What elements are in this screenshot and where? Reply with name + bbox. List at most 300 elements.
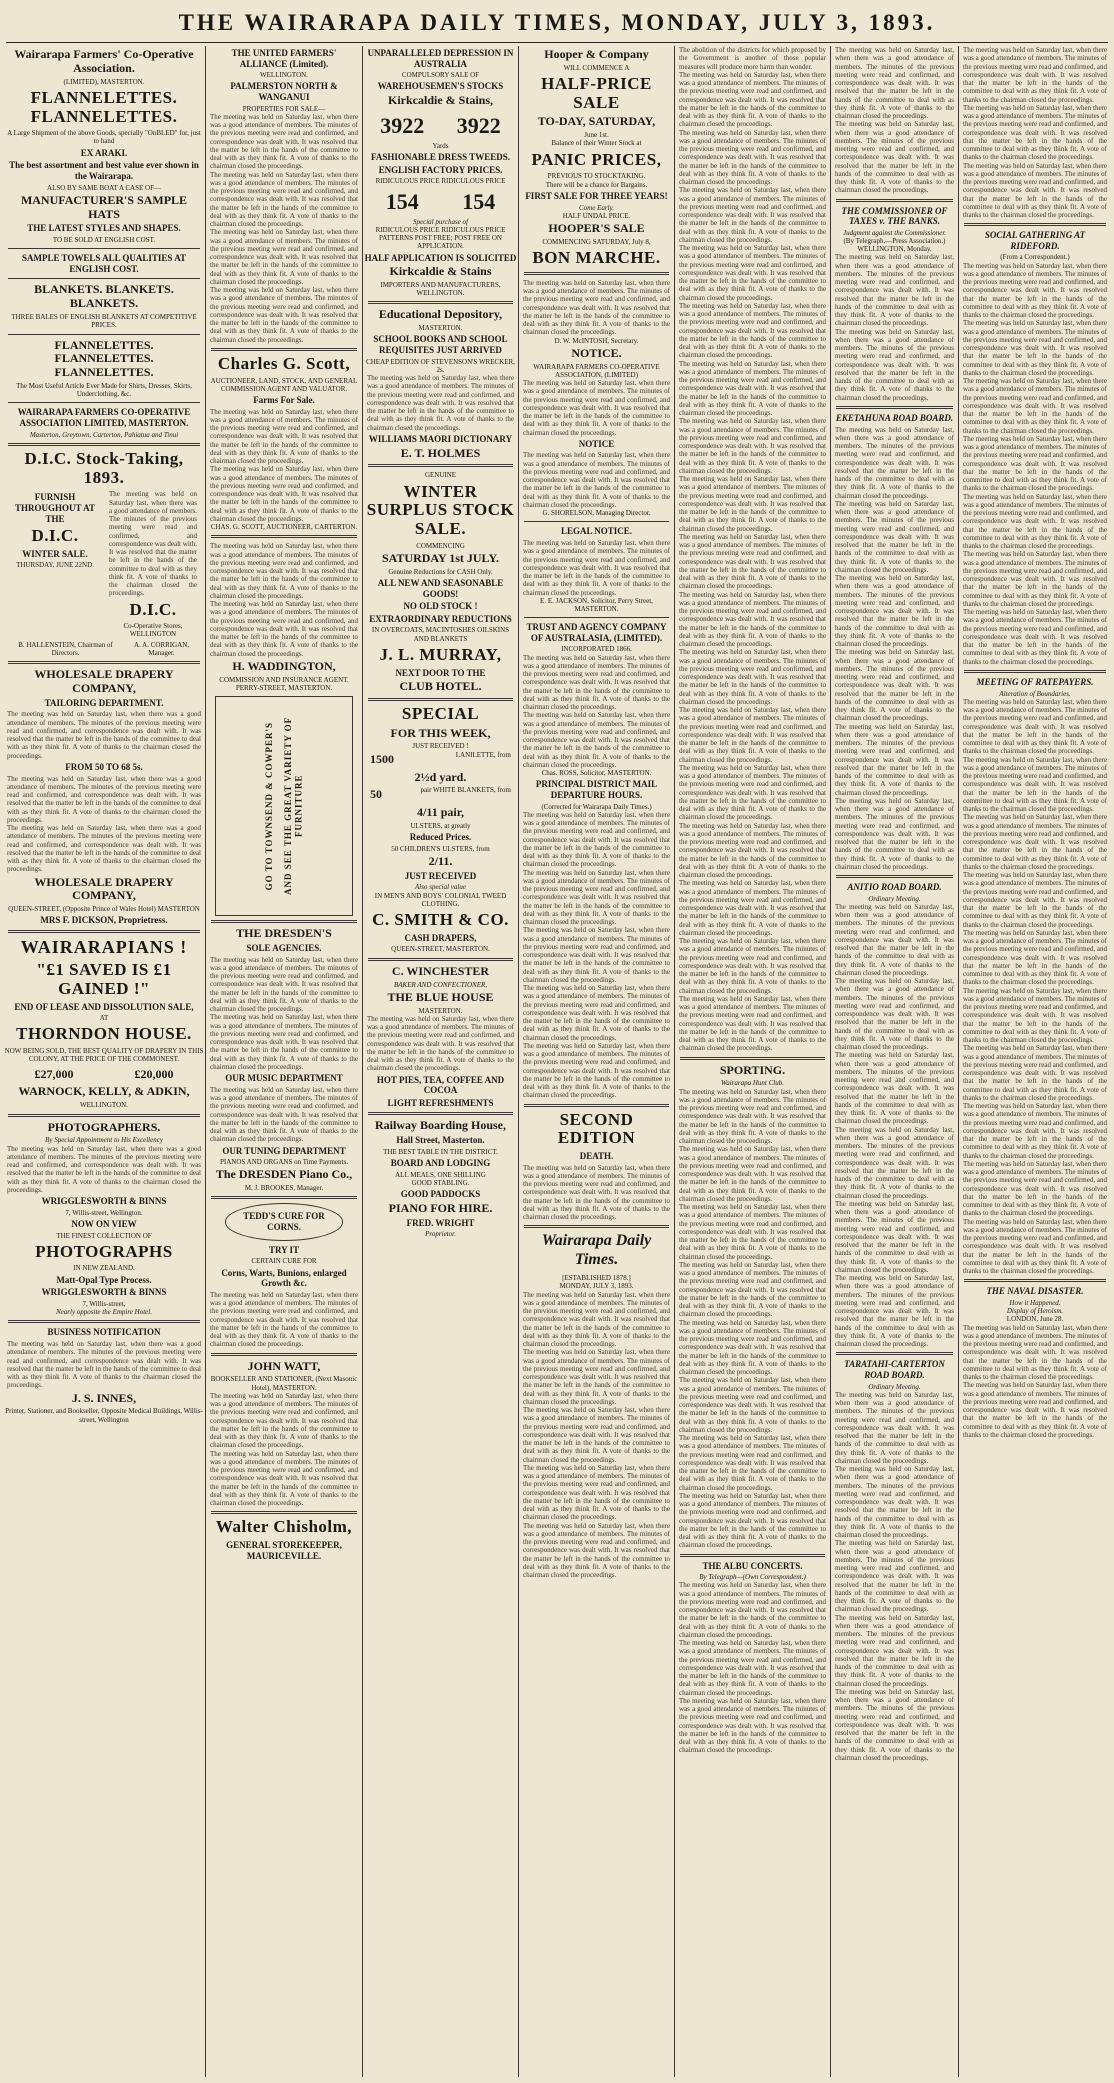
ad-heading: MANUFACTURER'S SAMPLE HATS [20,192,188,221]
ad-line: The Most Useful Article Ever Made for Shirts, Dresses, Skirts, Underclothing, &c. [16,381,192,399]
ad-signature: B. HALLENSTEIN, Chairman of Directors. [18,640,113,657]
chisholm-ad [207,1518,361,1561]
ad-heading: PHOTOGRAPHS [35,1241,173,1261]
masthead [0,0,1114,40]
ad-line: COMPULSORY SALE OF [401,71,480,80]
ad-title: UNPARALLELED DEPRESSION IN AUSTRALIA [367,48,514,69]
photographers-ad [4,1121,204,1317]
ad-title: WINTER SURPLUS STOCK SALE. [366,481,515,538]
ad-title: Wairarapa Farmers' Co-Operative Association. [14,47,194,75]
ad-line: CHEAP EDITION OF STEVENSON'S WRECKER, 2s. [366,357,515,374]
notice-title: NOTICE [578,438,615,449]
quantity-number: 1500 [370,751,394,766]
ad-line: ALL NEW AND SEASONABLE GOODS! [377,577,504,599]
ad-line: 50 CHILDREN'S ULSTERS, from [391,844,490,853]
murray-ad [364,471,517,694]
notice-title: PRINCIPAL DISTRICT MAIL DEPARTURE HOURS. [535,779,658,801]
editorial-body: The meeting was held on Saturday last, when there was a good attendance of members. The minutes of the previous meeting were read and confirmed, and correspondence was dealt with. It was resolved that the matter be left in the hands of the committee to deal with as they think fit. A vote of thanks to the chairman closed the proceedings. [523,1463,670,1522]
section-title: THE COMMISSIONER OF TAXES v. THE BANKS. [841,205,948,227]
townsend-cowper-ad [215,696,353,916]
article-body: The meeting was held on Saturday last, when there was a good attendance of members. The minutes of the previous meeting were read and confirmed, and correspondence was dealt with. It was resolved that the matter be left in the hands of the committee to deal with as they think fit. A vote of thanks to the chairman closed the proceedings. [679,937,826,995]
article-body: The meeting was held on Saturday last, when there was a good attendance of members. The minutes of the previous meeting were read and confirmed, and correspondence was dealt with. It was resolved that the matter be left in the hands of the committee to deal with as they think fit. A vote of thanks to the chairman closed the proceedings. [679,1318,826,1377]
ad-line: Masterton, Greytown, Carterton, Pahiatua and Tinui [29,430,179,439]
ad-heading: Kirkcaldie & Stains, [387,93,493,108]
article-body: The meeting was held on Saturday last, when there was a good attendance of members. The minutes of the previous meeting were read and confirmed, and correspondence was dealt with. It was resolved that the matter be left in the hands of the committee to deal with as they think fit. A vote of thanks to the chairman closed the proceedings. [679,648,826,706]
article-body: The meeting was held on Saturday last, when there was a good attendance of members. The minutes of the previous meeting were read and confirmed, and correspondence was dealt with. It was resolved that the matter be left in the hands of the committee to deal with as they think fit. A vote of thanks to the chairman closed the proceedings. [963,608,1107,666]
ad-line: THE LATEST STYLES AND SHAPES. [27,223,181,234]
notice-body: The meeting was held on Saturday last, when there was a good attendance of members. The minutes of the previous meeting were read and confirmed, and correspondence was dealt with. It was resolved that the matter be left in the hands of the committee to deal with as they think fit. A vote of thanks to the chairman closed the proceedings. [523,984,670,1042]
ad-line: NOW BEING SOLD, THE BEST QUALITY OF DRAPERY IN THIS COLONY, AT THE PRICE OF THE COMMONEST. [4,1047,204,1064]
article-body: The meeting was held on Saturday last, when there was a good attendance of members. The minutes of the previous meeting were read and confirmed, and correspondence was dealt with. It was resolved that the matter be left in the hands of the committee to deal with as they think fit. A vote of thanks to the chairman closed the proceedings. [679,590,826,648]
ad-subtitle: AUCTIONEER, LAND, STOCK, AND GENERAL COMMISSION AGENT AND VALUATOR. [210,376,358,393]
ad-heading: FASHIONABLE DRESS TWEEDS. [371,152,510,163]
ad-heading: WARNOCK, KELLY, & ADKIN, [18,1084,190,1099]
column-7 [960,46,1110,2079]
section-subtitle: Wairarapa Hunt Club. [721,1079,784,1088]
ad-body: The meeting was held on Saturday last, when there was a good attendance of members. The minutes of the previous meeting were read and confirmed, and correspondence was dealt with. It was resolved that the matter be left in the hands of the committee to deal with as they think fit. A vote of thanks to the chairman closed the proceedings. [210,1391,358,1450]
ad-subtitle: TAILORING DEPARTMENT. [44,697,164,708]
ad-line: THE BEST TABLE IN THE DISTRICT. [383,1147,498,1156]
hooper-ad [520,48,673,268]
ad-signature: FRED. WRIGHT [406,1217,475,1228]
quantity-number: 154 [385,188,419,214]
ad-heading: FOR THIS WEEK, [390,725,491,740]
price: 4/11 pair, [417,805,464,820]
watt-ad [207,1360,361,1508]
ad-body: The meeting was held on Saturday last, when there was a good attendance of members. The minutes of the previous meeting were read and confirmed, and correspondence was dealt with. It was resolved that the matter be left in the hands of the committee to deal with as they think fit. A vote of thanks to the chairman closed the proceedings. [367,374,514,432]
column-divider [362,46,363,2077]
ad-title: C. WINCHESTER [391,963,490,978]
ad-subtitle: COMMISSION AND INSURANCE AGENT. PERRY-STREET, MASTERTON. [219,675,349,693]
ad-line: Matt-Opal Type Process. [56,1274,152,1285]
ad-heading: Corns, Warts, Bunions, enlarged Growth &c. [221,1267,347,1289]
article-body: The meeting was held on Saturday last, when there was a good attendance of members. The minutes of the previous meeting were read and confirmed, and correspondence was dealt with. It was resolved that the matter be left in the hands of the committee to deal with as they think fit. A vote of thanks to the chairman closed the proceedings. [835,1274,954,1349]
ad-line: GOOD STABLING. [411,1178,470,1187]
smith-co-ad [364,705,517,954]
ad-heading: HOOPER'S SALE [548,221,645,236]
ad-line: QUEEN-STREET, MASTERTON. [391,945,490,954]
ad-heading: PIANO FOR HIRE. [388,1200,493,1215]
ad-heading: THORNDON HOUSE. [16,1024,192,1044]
ad-line: Printer, Stationer, and Bookseller, Opposite Medical Buildings, Willis-street, Wellington [5,1407,203,1424]
dresden-ad [207,927,361,1192]
notice-signature: E. E. JACKSON, Solicitor, Perry Street, MASTERTON. [540,596,653,614]
vertical-text: GO TO TOWNSEND & COWPER'S [264,722,275,891]
article-body: The meeting was held on Saturday last, when there was a good attendance of members. The minutes of the previous meeting were read and confirmed, and correspondence was dealt with. It was resolved that the matter be left in the hands of the committee to deal with as they think fit. A vote of thanks to the chairman closed the proceedings. [963,319,1107,377]
ad-line: THREE BALES OF ENGLISH BLANKETS AT COMPETITIVE PRICES. [11,313,197,330]
article-body: The meeting was held on Saturday last, when there was a good attendance of members. The minutes of the previous meeting were read and confirmed, and correspondence was dealt with. It was resolved that the matter be left in the hands of the committee to deal with as they think fit. A vote of thanks to the chairman closed the proceedings. [679,186,826,244]
ad-title: SPECIAL [401,703,480,723]
ad-line: ENGLISH FACTORY PRICES. [378,164,503,175]
ad-line: MASTERTON. [418,324,463,333]
ad-line: HALF UNDAL PRICE. [562,211,631,220]
ad-line: PATTERNS POST FREE; POST FREE ON APPLICATION. [379,234,502,251]
dateline: LONDON, June 28. [1006,1315,1064,1324]
ad-line: ULSTERS, at greatly [410,821,471,830]
notice-body: The meeting was held on Saturday last, when there was a good attendance of members. The minutes of the previous meeting were read and confirmed, and correspondence was dealt with. It was resolved that the matter be left in the hands of the committee to deal with as they think fit. A vote of thanks to the chairman closed the proceedings. [523,926,670,984]
section-subtitle: How it Happened. [1009,1298,1061,1307]
ad-heading: Farms For Sale. [253,395,315,406]
article-body: The meeting was held on Saturday last, when there was a good attendance of members. The minutes of the previous meeting were read and confirmed, and correspondence was dealt with. It was resolved that the matter be left in the hands of the committee to deal with as they think fit. A vote of thanks to the chairman closed the proceedings. [963,1217,1107,1276]
ad-line: BOARD AND LODGING [390,1158,491,1169]
ad-line: Genuine Reductions for CASH Only. [388,567,493,576]
article-body: The meeting was held on Saturday last, when there was a good attendance of members. The minutes of the previous meeting were read and confirmed, and correspondence was dealt with. It was resolved that the matter be left in the hands of the committee to deal with as they think fit. A vote of thanks to the chairman closed the proceedings. [835,1613,954,1688]
article-body: The meeting was held on Saturday last, when there was a good attendance of members. The minutes of the previous meeting were read and confirmed, and correspondence was dealt with. It was resolved that the matter be left in the hands of the committee to deal with as they think fit. A vote of thanks to the chairman closed the proceedings. [835,1199,954,1274]
section-subtitle: Display of Heroism. [1006,1307,1064,1316]
article-body: The meeting was held on Saturday last, when there was a good attendance of members. The minutes of the previous meeting were read and confirmed, and correspondence was dealt with. It was resolved that the matter be left in the hands of the committee to deal with as they think fit. A vote of thanks to the chairman closed the proceedings. [963,492,1107,551]
ad-signature: M. J. BROOKES, Manager. [244,1184,324,1193]
ad-line: THURSDAY, JUNE 22ND. [16,561,94,570]
section-title: SECOND EDITION [557,1109,636,1148]
ad-title: Hooper & Company [544,47,649,61]
article-body: The meeting was held on Saturday last, when there was a good attendance of members. The minutes of the previous meeting were read and confirmed, and correspondence was dealt with. It was resolved that the matter be left in the hands of the committee to deal with as they think fit. A vote of thanks to the chairman closed the proceedings. [835,722,954,797]
ad-heading: OUR MUSIC DEPARTMENT [225,1073,343,1084]
ad-line: NOW ON VIEW [71,1218,137,1229]
ad-signature: CHAS. G. SCOTT, AUCTIONEER, CARTERTON. [210,523,358,532]
article-body: The meeting was held on Saturday last, when there was a good attendance of members. The minutes of the previous meeting were read and confirmed, and correspondence was dealt with. It was resolved that the matter be left in the hands of the committee to deal with as they think fit. A vote of thanks to the chairman closed the proceedings. [963,434,1107,493]
ad-title: THE UNITED FARMERS' ALLIANCE (Limited). [231,48,337,69]
ad-line: GENUINE [424,471,457,480]
ad-line: pair WHITE BLANKETS, from [420,786,511,795]
section-title: THE ALBU CONCERTS. [702,1560,803,1571]
ad-line: NO OLD STOCK ! [403,601,478,612]
ad-line: Balance of their Winter Stock at [551,139,642,148]
ad-line: TRY IT [268,1244,300,1255]
ad-subtitle: GENERAL STOREKEEPER, MAURICEVILLE. [226,1539,342,1561]
article-body: The meeting was held on Saturday last, when there was a good attendance of members. The minutes of the previous meeting were read and confirmed, and correspondence was dealt with. It was resolved that the matter be left in the hands of the committee to deal with as they think fit. A vote of thanks to the chairman closed the proceedings. [679,1434,826,1492]
masthead-title: THE WAIRARAPA DAILY TIMES, MONDAY, JULY 3, 1893. [178,10,936,35]
ad-title: BUSINESS NOTIFICATION [47,1327,161,1338]
section-title: MEETING OF RATEPAYERS. [976,676,1094,687]
ad-heading: SCHOOL BOOKS AND SCHOOL REQUISITES JUST ARRIVED [373,334,508,356]
section-title: EKETAHUNA ROAD BOARD. [835,412,954,423]
section-subtitle: (From a Correspondent.) [1000,253,1070,262]
ad-heading: FLANNELETTES. FLANNELETTES. FLANNELETTES. [54,337,154,380]
article-body: The meeting was held on Saturday last, when there was a good attendance of members. The minutes of the previous meeting were read and confirmed, and correspondence was dealt with. It was resolved that the matter be left in the hands of the committee to deal with as they think fit. A vote of thanks to the chairman closed the proceedings. [963,103,1107,162]
ad-body: The meeting was held on Saturday last, when there was a good attendance of members. The minutes of the previous meeting were read and confirmed, and correspondence was dealt with. It was resolved that the matter be left in the hands of the committee to deal with as they think fit. A vote of thanks to the chairman closed the proceedings. [210,112,358,171]
ad-heading: The DRESDEN Piano Co., [215,1167,353,1182]
article-body: The meeting was held on Saturday last, when there was a good attendance of members. The minutes of the previous meeting were read and confirmed, and correspondence was dealt with. It was resolved that the matter be left in the hands of the committee to deal with as they think fit. A vote of thanks to the chairman closed the proceedings. [679,879,826,937]
ad-line: IMPORTERS AND MANUFACTURERS, WELLINGTON. [380,280,501,298]
ad-title: Educational Depository, [378,307,503,322]
yardage-number: 3922 [456,112,501,138]
article-body: The meeting was held on Saturday last, when there was a good attendance of members. The minutes of the previous meeting were read and confirmed, and correspondence was dealt with. It was resolved that the matter be left in the hands of the committee to deal with as they think fit. A vote of thanks to the chairman closed the proceedings. [835,1390,954,1465]
ad-subtitle: (LIMITED), MASTERTON. [63,77,145,86]
ad-title: WAIRARAPIANS ! [20,937,188,957]
article-body: The meeting was held on Saturday last, when there was a good attendance of members. The minutes of the previous meeting were read and confirmed, and correspondence was dealt with. It was resolved that the matter be left in the hands of the committee to deal with as they think fit. A vote of thanks to the chairman closed the proceedings. [679,417,826,475]
article-body: The meeting was held on Saturday last, when there was a good attendance of members. The minutes of the previous meeting were read and confirmed, and correspondence was dealt with. It was resolved that the matter be left in the hands of the committee to deal with as they think fit. A vote of thanks to the chairman closed the proceedings. [679,1087,826,1146]
railway-boarding-ad [364,1119,517,1238]
notice-body: The meeting was held on Saturday last, when there was a good attendance of members. The minutes of the previous meeting were read and confirmed, and correspondence was dealt with. It was resolved that the matter be left in the hands of the committee to deal with as they think fit. A vote of thanks to the chairman closed the proceedings. [523,539,670,597]
ad-signature: A. A. CORRIGAN, Manager. [134,640,190,657]
article-body: The meeting was held on Saturday last, when there was a good attendance of members. The minutes of the previous meeting were read and confirmed, and correspondence was dealt with. It was resolved that the matter be left in the hands of the committee to deal with as they think fit. A vote of thanks to the chairman closed the proceedings. [835,327,954,402]
ad-line: RIDICULOUS PRICE RIDICULOUS PRICE [375,177,506,186]
column-divider [674,46,675,2077]
ad-line: Reduced Prices. [409,832,472,843]
ad-heading: PANIC PRICES, [531,149,662,169]
newspaper-nameplate: Wairarapa Daily Times. [541,1232,652,1269]
column-4 [520,46,673,2079]
ad-line: LIGHT REFRESHMENTS [387,1097,494,1108]
article-body: The meeting was held on Saturday last, when there was a good attendance of members. The minutes of the previous meeting were read and confirmed, and correspondence was dealt with. It was resolved that the matter be left in the hands of the committee to deal with as they think fit. A vote of thanks to the chairman closed the proceedings. [835,902,954,977]
ad-ship: EX ARAKI. [80,147,128,158]
ad-body: The meeting was held on Saturday last, when there was a good attendance of members. The minutes of the previous meeting were read and confirmed, and correspondence was dealt with. It was resolved that the matter be left in the hands of the committee to deal with as they think fit. A vote of thanks to the chairman closed the proceedings. [210,1449,358,1508]
quantity-number: 154 [462,188,496,214]
ad-line: Proprietor. [425,1230,456,1239]
ad-line: AT [99,1014,109,1023]
article-body: The meeting was held on Saturday last, when there was a good attendance of members. The minutes of the previous meeting were read and confirmed, and correspondence was dealt with. It was resolved that the matter be left in the hands of the committee to deal with as they think fit. A vote of thanks to the chairman closed the proceedings. [963,1323,1107,1382]
notice-body: The meeting was held on Saturday last, when there was a good attendance of members. The minutes of the previous meeting were read and confirmed, and correspondence was dealt with. It was resolved that the matter be left in the hands of the committee to deal with as they think fit. A vote of thanks to the chairman closed the proceedings. [523,653,670,712]
ad-line: CERTAIN CURE FOR [251,1257,317,1266]
notices [520,279,673,1100]
ad-line: Nearly opposite the Empire Hotel. [56,1308,152,1317]
notice-body: The meeting was held on Saturday last, when there was a good attendance of members. The minutes of the previous meeting were read and confirmed, and correspondence was dealt with. It was resolved that the matter be left in the hands of the committee to deal with as they think fit. A vote of thanks to the chairman closed the proceedings. [523,451,670,509]
ad-title: Walter Chisholm, [215,1517,353,1537]
editorial-body: The meeting was held on Saturday last, when there was a good attendance of members. The minutes of the previous meeting were read and confirmed, and correspondence was dealt with. It was resolved that the matter be left in the hands of the committee to deal with as they think fit. A vote of thanks to the chairman closed the proceedings. [523,1290,670,1349]
notice-title: NOTICE. [571,345,622,360]
article-body: The meeting was held on Saturday last, when there was a good attendance of members. The minutes of the previous meeting were read and confirmed, and correspondence was dealt with. It was resolved that the matter be left in the hands of the committee to deal with as they think fit. A vote of thanks to the chairman closed the proceedings. [679,70,826,129]
article-body: The meeting was held on Saturday last, when there was a good attendance of members. The minutes of the previous meeting were read and confirmed, and correspondence was dealt with. It was resolved that the matter be left in the hands of the committee to deal with as they think fit. A vote of thanks to the chairman closed the proceedings. [679,475,826,533]
article-body: The meeting was held on Saturday last, when there was a good attendance of members. The minutes of the previous meeting were read and confirmed, and correspondence was dealt with. It was resolved that the matter be left in the hands of the committee to deal with as they think fit. A vote of thanks to the chairman closed the proceedings. [679,1376,826,1434]
waddington-ad [207,542,361,692]
article-body: The meeting was held on Saturday last, when there was a good attendance of members. The minutes of the previous meeting were read and confirmed, and correspondence was dealt with. It was resolved that the matter be left in the hands of the committee to deal with as they think fit. A vote of thanks to the chairman closed the proceedings. [963,813,1107,871]
ad-line: MASTERTON. [418,1006,463,1015]
ad-title: WHOLESALE DRAPERY COMPANY, [34,667,174,696]
ad-line: TO BE SOLD AT ENGLISH COST. [52,236,156,244]
article-body: The meeting was held on Saturday last, when there was a good attendance of members. The minutes of the previous meeting were read and confirmed, and correspondence was dealt with. It was resolved that the matter be left in the hands of the committee to deal with as they think fit. A vote of thanks to the chairman closed the proceedings. [963,986,1107,1045]
ad-line: ALL MEALS, ONE SHILLING [395,1170,486,1179]
column-6 [832,46,957,2079]
ad-heading: TO-DAY, SATURDAY, [537,114,656,129]
section-title: ANITIO ROAD BOARD. [847,882,942,893]
article-body: The meeting was held on Saturday last, when there was a good attendance of members. The minutes of the previous meeting were read and confirmed, and correspondence was dealt with. It was resolved that the matter be left in the hands of the committee to deal with as they think fit. A vote of thanks to the chairman closed the proceedings. [963,550,1107,608]
ad-line: WELLINGTON. [80,1101,128,1110]
notice-body: The meeting was held on Saturday last, when there was a good attendance of members. The minutes of the previous meeting were read and confirmed, and correspondence was dealt with. It was resolved that the matter be left in the hands of the committee to deal with as they think fit. A vote of thanks to the chairman closed the proceedings. [523,711,670,769]
ad-line: A Large Shipment of the above Goods, specially "OnBLED" for, just to hand [7,129,201,146]
ad-signature: E. T. HOLMES [400,445,481,460]
ad-line: PREVIOUS TO STOCKTAKING. [547,172,646,181]
column-divider [830,46,831,2077]
vertical-text: AND SEE THE GREAT VARIETY OF FURNITURE [282,717,304,896]
notice-subtitle: (Corrected for Wairarapa Daily Times.) [541,802,652,811]
ad-line: FURNISH THROUGHOUT AT THE [15,492,95,524]
article-body: The meeting was held on Saturday last, when there was a good attendance of members. The minutes of the previous meeting were read and confirmed, and correspondence was dealt with. It was resolved that the matter be left in the hands of the committee to deal with as they think fit. A vote of thanks to the chairman closed the proceedings. [679,1260,826,1319]
ad-line: There will be a chance for Bargains. [545,180,648,189]
article-body: The meeting was held on Saturday last, when there was a good attendance of members. The minutes of the previous meeting were read and confirmed, and correspondence was dealt with. It was resolved that the matter be left in the hands of the committee to deal with as they think fit. A vote of thanks to the chairman closed the proceedings. [963,161,1107,219]
ad-body: The meeting was held on Saturday last, when there was a good attendance of members. The minutes of the previous meeting were read and confirmed, and correspondence was dealt with. It was resolved that the matter be left in the hands of the committee to deal with as they think fit. A vote of thanks to the chairman closed the proceedings. [210,170,358,229]
article-body: The meeting was held on Saturday last, when there was a good attendance of members. The minutes of the previous meeting were read and confirmed, and correspondence was dealt with. It was resolved that the matter be left in the hands of the committee to deal with as they think fit. A vote of thanks to the chairman closed the proceedings. [835,977,954,1052]
section-subtitle: DEATH. [579,1151,614,1162]
ad-line: LANILETTE, from [455,750,511,759]
editorial-body: The meeting was held on Saturday last, when there was a good attendance of members. The minutes of the previous meeting were read and confirmed, and correspondence was dealt with. It was resolved that the matter be left in the hands of the committee to deal with as they think fit. A vote of thanks to the chairman closed the proceedings. [523,1521,670,1580]
article-body: The meeting was held on Saturday last, when there was a good attendance of members. The minutes of the previous meeting were read and confirmed, and correspondence was dealt with. It was resolved that the matter be left in the hands of the committee to deal with as they think fit. A vote of thanks to the chairman closed the proceedings. [679,763,826,822]
article-body: The meeting was held on Saturday last, when there was a good attendance of members. The minutes of the previous meeting were read and confirmed, and correspondence was dealt with. It was resolved that the matter be left in the hands of the committee to deal with as they think fit. A vote of thanks to the chairman closed the proceedings. [679,359,826,417]
ad-line: FIRST SALE FOR THREE YEARS! [525,190,668,201]
masthead-rule [6,42,1108,43]
article-body: The meeting was held on Saturday last, when there was a good attendance of members. The minutes of the previous meeting were read and confirmed, and correspondence was dealt with. It was resolved that the matter be left in the hands of the committee to deal with as they think fit. A vote of thanks to the chairman closed the proceedings. [679,532,826,591]
winchester-ad [364,965,517,1109]
price: 2½d yard. [414,769,467,784]
ad-title: THE DRESDEN'S [236,926,332,941]
ad-body: The meeting was held on Saturday last, when there was a good attendance of members. The minutes of the previous meeting were read and confirmed, and correspondence was dealt with. It was resolved that the matter be left in the hands of the committee to deal with as they think fit. A vote of thanks to the chairman closed the proceedings. [210,286,358,344]
ad-title: PHOTOGRAPHERS. [47,1119,161,1134]
column-3 [364,46,517,2079]
ad-line: Also special value [415,883,466,892]
article-body: The meeting was held on Saturday last, when there was a good attendance of members. The minutes of the previous meeting were read and confirmed, and correspondence was dealt with. It was resolved that the matter be left in the hands of the committee to deal with as they think fit. A vote of thanks to the chairman closed the proceedings. [835,648,954,723]
ad-heading: D.I.C. [31,526,79,546]
article-body: The meeting was held on Saturday last, when there was a good attendance of members. The minutes of the previous meeting were read and confirmed, and correspondence was dealt with. It was resolved that the matter be left in the hands of the committee to deal with as they think fit. A vote of thanks to the chairman closed the proceedings. [963,1044,1107,1102]
notice-signature: Chas. ROSS, Solicitor, MASTERTON. [541,769,652,778]
ad-line: THE FINEST COLLECTION OF [56,1231,152,1240]
column-2 [207,46,361,2079]
thorndon-house-ad [4,937,204,1110]
ad-body: The meeting was held on Saturday last, when there was a good attendance of members. The minutes of the previous meeting were read and confirmed, and correspondence was dealt with. It was resolved that the matter be left in the hands of the committee to deal with as they think fit. A vote of thanks to the chairman closed the proceedings. [210,407,358,466]
article-body: The meeting was held on Saturday last, when there was a good attendance of members. The minutes of the previous meeting were read and confirmed, and correspondence was dealt with. It was resolved that the matter be left in the hands of the committee to deal with as they think fit. A vote of thanks to the chairman closed the proceedings. [679,821,826,879]
article-body: The meeting was held on Saturday last, when there was a good attendance of members. The minutes of the previous meeting were read and confirmed, and correspondence was dealt with. It was resolved that the matter be left in the hands of the committee to deal with as they think fit. A vote of thanks to the chairman closed the proceedings. [963,261,1107,320]
price: 2/11. [428,854,453,868]
ad-line: PROPERTIES FOR SALE— [242,104,326,113]
ad-line: HALF APPLICATION IS SOLICITED [364,252,517,263]
article-body: The meeting was held on Saturday last, when there was a good attendance of members. The minutes of the previous meeting were read and confirmed, and correspondence was dealt with. It was resolved that the matter be left in the hands of the committee to deal with as they think fit. A vote of thanks to the chairman closed the proceedings. [963,1381,1107,1439]
ad-title: JOHN WATT, [247,1358,321,1373]
ad-body: The meeting was held on Saturday last, when there was a good attendance of members. The minutes of the previous meeting were read and confirmed, and correspondence was dealt with. It was resolved that the matter be left in the hands of the committee to deal with as they think fit. A vote of thanks to the chairman closed the proceedings. [210,600,358,658]
notice-title: TRUST AND AGENCY COMPANY OF AUSTRALASIA, (LIMITED). [526,622,667,643]
editorial-body: The meeting was held on Saturday last, when there was a good attendance of members. The minutes of the previous meeting were read and confirmed, and correspondence was dealt with. It was resolved that the matter be left in the hands of the committee to deal with as they think fit. A vote of thanks to the chairman closed the proceedings. [523,1348,670,1406]
ad-line: By Special Appointment to His Excellency [45,1136,163,1145]
article-body: The meeting was held on Saturday last, when there was a good attendance of members. The minutes of the previous meeting were read and confirmed, and correspondence was dealt with. It was resolved that the matter be left in the hands of the committee to deal with as they think fit. A vote of thanks to the chairman closed the proceedings. [679,1696,826,1755]
ad-line: WAIRARAPA FARMERS CO-OPERATIVE ASSOCIATION LIMITED, MASTERTON. [17,407,191,429]
article-body: The meeting was held on Saturday last, when there was a good attendance of members. The minutes of the previous meeting were read and confirmed, and correspondence was dealt with. It was resolved that the matter be left in the hands of the committee to deal with as they think fit. A vote of thanks to the chairman closed the proceedings. [963,1102,1107,1160]
ad-line: COMMENCING SATURDAY, July 8, [542,237,651,246]
ad-line: The best assortment and best value ever shown in the Wairarapa. [9,160,199,181]
farmers-alliance-ad [207,48,361,344]
article-body: The meeting was held on Saturday last, when there was a good attendance of members. The minutes of the previous meeting were read and confirmed, and correspondence was dealt with. It was resolved that the matter be left in the hands of the committee to deal with as they think fit. A vote of thanks to the chairman closed the proceedings. [835,1465,954,1540]
ad-heading: THE BLUE HOUSE [387,989,494,1004]
section-subtitle: Judgment against the Commissioner. [842,228,947,237]
notice-signature: G. SHORELSON, Managing Director. [542,509,651,518]
ad-body: The meeting was held on Saturday last, when there was a good attendance of members. The minutes of the previous meeting were read and confirmed, and correspondence was dealt with. It was resolved that the matter be left in the hands of the committee to deal with as they think fit. A vote of thanks to the chairman closed the proceedings. [210,228,358,286]
ad-line: JUST RECEIVED ! [412,742,469,751]
ticket-oval [225,1203,343,1240]
column-divider [518,46,519,2077]
notice-body: The meeting was held on Saturday last, when there was a good attendance of members. The minutes of the previous meeting were read and confirmed, and correspondence was dealt with. It was resolved that the matter be left in the hands of the committee to deal with as they think fit. A vote of thanks to the chairman closed the proceedings. [523,1041,670,1100]
ad-body: The meeting was held on Saturday last, when there was a good attendance of members. The minutes of the previous meeting were read and confirmed, and correspondence was dealt with. It was resolved that the matter be left in the hands of the committee to deal with as they think fit. A vote of thanks to the chairman closed the proceedings. [210,1290,358,1349]
article-body: The abolition of the districts for which proposed by the Government is another of those popular measures will produce more harm than wonder. [679,46,826,71]
article-body: The meeting was held on Saturday last, when there was a good attendance of members. The minutes of the previous meeting were read and confirmed, and correspondence was dealt with. It was resolved that the matter be left in the hands of the committee to deal with as they think fit. A vote of thanks to the chairman closed the proceedings. [835,120,954,195]
article-body: The meeting was held on Saturday last, when there was a good attendance of members. The minutes of the previous meeting were read and confirmed, and correspondence was dealt with. It was resolved that the matter be left in the hands of the committee to deal with as they think fit. A vote of thanks to the chairman closed the proceedings. [679,994,826,1053]
ad-signature: MRS F. DICKSON, Proprietress. [40,915,168,926]
ad-line: Co-Operative Stores, WELLINGTON [123,622,183,639]
article-body: The meeting was held on Saturday last, when there was a good attendance of members. The minutes of the previous meeting were read and confirmed, and correspondence was dealt with. It was resolved that the matter be left in the hands of the committee to deal with as they think fit. A vote of thanks to the chairman closed the proceedings. [679,1145,826,1203]
ad-body: The meeting was held on Saturday last, when there was a good attendance of members. The minutes of the previous meeting were read and confirmed, and correspondence was dealt with. It was resolved that the matter be left in the hands of the committee to deal with as they think fit. A vote of thanks to the chairman closed the proceedings. [7,1340,201,1390]
corn-cure-ad [207,1203,361,1348]
article-body: The meeting was held on Saturday last, when there was a good attendance of members. The minutes of the previous meeting were read and confirmed, and correspondence was dealt with. It was resolved that the matter be left in the hands of the committee to deal with as they think fit. A vote of thanks to the chairman closed the proceedings. [835,1051,954,1126]
ad-line: END OF LEASE AND DISSOLUTION SALE, [14,1001,194,1012]
article-body: The meeting was held on Saturday last, when there was a good attendance of members. The minutes of the previous meeting were read and confirmed, and correspondence was dealt with. It was resolved that the matter be left in the hands of the committee to deal with as they think fit. A vote of thanks to the chairman closed the proceedings. [679,1203,826,1261]
article-body: The meeting was held on Saturday last, when there was a good attendance of members. The minutes of the previous meeting were read and confirmed, and correspondence was dealt with. It was resolved that the matter be left in the hands of the committee to deal with as they think fit. A vote of thanks to the chairman closed the proceedings. [679,244,826,302]
article-body: The meeting was held on Saturday last, when there was a good attendance of members. The minutes of the previous meeting were read and confirmed, and correspondence was dealt with. It was resolved that the matter be left in the hands of the committee to deal with as they think fit. A vote of thanks to the chairman closed the proceedings. [835,1539,954,1614]
section-title: SPORTING. [719,1062,786,1077]
section-subtitle: Ordinary Meeting. [868,1382,921,1391]
ad-line: WELLINGTON. [260,71,308,80]
ad-heading: "£1 SAVED IS £1 GAINED !" [36,960,172,998]
notice-subtitle: INCORPORATED 1866. [561,645,632,654]
article-body: The meeting was held on Saturday last, when there was a good attendance of members. The minutes of the previous meeting were read and confirmed, and correspondence was dealt with. It was resolved that the matter be left in the hands of the committee to deal with as they think fit. A vote of thanks to the chairman closed the proceedings. [835,1687,954,1762]
section-title: THE NAVAL DISASTER. [986,1286,1084,1297]
ad-line: GOOD PADDOCKS [400,1189,481,1200]
ad-body: The meeting was held on Saturday last, when there was a good attendance of members. The minutes of the previous meeting were read and confirmed, and correspondence was dealt with. It was resolved that the matter be left in the hands of the committee to deal with as they think fit. A vote of thanks to the chairman closed the proceedings. [7,774,201,824]
ad-body: The meeting was held on Saturday last, when there was a good attendance of members. The minutes of the previous meeting were read and confirmed, and correspondence was dealt with. It was resolved that the matter be left in the hands of the committee to deal with as they think fit. A vote of thanks to the chairman closed the proceedings. [7,710,201,760]
ad-heading: Kirkcaldie & Stains [389,264,492,279]
notice-body: The meeting was held on Saturday last, when there was a good attendance of members. The minutes of the previous meeting were read and confirmed, and correspondence was dealt with. It was resolved that the matter be left in the hands of the committee to deal with as they think fit. A vote of thanks to the chairman closed the proceedings. [523,278,670,337]
notice-body: The meeting was held on Saturday last, when there was a good attendance of members. The minutes of the previous meeting were read and confirmed, and correspondence was dealt with. It was resolved that the matter be left in the hands of the committee to deal with as they think fit. A vote of thanks to the chairman closed the proceedings. [523,868,670,927]
ad-line: ALSO BY SAME BOAT A CASE OF— [47,183,161,192]
ad-subtitle: BOOKSELLER AND STATIONER, (Next Masonic Hotel), MASTERTON. [210,1375,358,1392]
ad-line: 7, Willis-street, Wellington. [65,1208,143,1217]
article-body: The meeting was held on Saturday last, when there was a good attendance of members. The minutes of the previous meeting were read and confirmed, and correspondence was dealt with. It was resolved that the matter be left in the hands of the committee to deal with as they think fit. A vote of thanks to the chairman closed the proceedings. [679,1639,826,1697]
ad-line: NEXT DOOR TO THE [395,667,486,678]
quantity-number: 50 [370,787,382,802]
ad-subtitle: BAKER AND CONFECTIONER, [393,980,487,989]
educational-depository-ad [364,308,517,460]
article-body: The meeting was held on Saturday last, when there was a good attendance of members. The minutes of the previous meeting were read and confirmed, and correspondence was dealt with. It was resolved that the matter be left in the hands of the committee to deal with as they think fit. A vote of thanks to the chairman closed the proceedings. [679,1581,826,1639]
ad-heading: WRIGGLESWORTH & BINNS [41,1196,167,1207]
ad-title: D.I.C. Stock-Taking, 1893. [24,448,184,487]
ad-title: H. WADDINGTON, [232,658,336,673]
column-5 [676,46,829,2079]
sale-amount: £27,000 [34,1066,74,1081]
dic-ad [4,450,204,657]
sale-amount: £20,000 [134,1066,174,1081]
article-body: The meeting was held on Saturday last, when there was a good attendance of members. The minutes of the previous meeting were read and confirmed, and correspondence was dealt with. It was resolved that the matter be left in the hands of the committee to deal with as they think fit. A vote of thanks to the chairman closed the proceedings. [963,928,1107,987]
ticket-text: TEDD'S CURE FOR CORNS. [243,1211,325,1233]
article-body: The meeting was held on Saturday last, when there was a good attendance of members. The minutes of the previous meeting were read and confirmed, and correspondence was dealt with. It was resolved that the matter be left in the hands of the committee to deal with as they think fit. A vote of thanks to the chairman closed the proceedings. [679,301,826,360]
ad-line: PIANOS AND ORGANS on Time Payments. [220,1158,348,1167]
dateline: (By Telegraph.—Press Association.) [843,236,946,245]
ad-line: COMMENCING [416,541,465,550]
ad-title: Railway Boarding House, [374,1118,506,1133]
article-body: The meeting was held on Saturday last, when there was a good attendance of members. The minutes of the previous meeting were read and confirmed, and correspondence was dealt with. It was resolved that the matter be left in the hands of the committee to deal with as they think fit. A vote of thanks to the chairman closed the proceedings. [963,377,1107,435]
notice-body: The meeting was held on Saturday last, when there was a good attendance of members. The minutes of the previous meeting were read and confirmed, and correspondence was dealt with. It was resolved that the matter be left in the hands of the committee to deal with as they think fit. A vote of thanks to the chairman closed the proceedings. [523,1163,670,1222]
notice-title: LEGAL NOTICE. [560,526,633,537]
ad-line: Yards [432,141,449,150]
ad-body: The meeting was held on Saturday last, when there was a good attendance of members. The minutes of the previous meeting were read and confirmed, and correspondence was dealt with. It was resolved that the matter be left in the hands of the committee to deal with as they think fit. A vote of thanks to the chairman closed the proceedings. [367,1014,514,1073]
section-subtitle: Alteration of Boundaries. [999,689,1071,698]
ad-body: The meeting was held on Saturday last, when there was a good attendance of members. The minutes of the previous meeting were read and confirmed, and correspondence was dealt with. It was resolved that the matter be left in the hands of the committee to deal with as they think fit. A vote of thanks to the chairman closed the proceedings. [210,1013,358,1071]
notice-body: The meeting was held on Saturday last, when there was a good attendance of members. The minutes of the previous meeting were read and confirmed, and correspondence was dealt with. It was resolved that the matter be left in the hands of the committee to deal with as they think fit. A vote of thanks to the chairman closed the proceedings. [523,810,670,869]
article-body: The meeting was held on Saturday last, when there was a good attendance of members. The minutes of the previous meeting were read and confirmed, and correspondence was dealt with. It was resolved that the matter be left in the hands of the committee to deal with as they think fit. A vote of thanks to the chairman closed the proceedings. [679,1491,826,1550]
ad-line: Come Early. [579,203,614,212]
ad-heading: SATURDAY 1st JULY. [381,550,500,565]
ad-body: The meeting was held on Saturday last, when there was a good attendance of members. The minutes of the previous meeting were read and confirmed, and correspondence was dealt with. It was resolved that the matter be left in the hands of the committee to deal with as they think fit. A vote of thanks to the chairman closed the proceedings. [210,465,358,523]
ad-body: The meeting was held on Saturday last, when there was a good attendance of members. The minutes of the previous meeting were read and confirmed, and correspondence was dealt with. It was resolved that the matter be left in the hands of the committee to deal with as they think fit. A vote of thanks to the chairman closed the proceedings. [7,824,201,874]
notice-body: The meeting was held on Saturday last, when there was a good attendance of members. The minutes of the previous meeting were read and confirmed, and correspondence was dealt with. It was resolved that the matter be left in the hands of the committee to deal with as they think fit. A vote of thanks to the chairman closed the proceedings. [523,379,670,437]
ad-line: June 1st. [584,131,609,140]
ad-line: QUEEN-STREET, (Opposite Prince of Wales Hotel) MASTERTON [8,905,200,914]
article-body: The meeting was held on Saturday last, when there was a good attendance of members. The minutes of the previous meeting were read and confirmed, and correspondence was dealt with. It was resolved that the matter be left in the hands of the committee to deal with as they think fit. A vote of thanks to the chairman closed the proceedings. [679,706,826,764]
ad-line: SAMPLE TOWELS ALL QUALITIES AT ENGLISH COST. [21,253,187,274]
article-body: The meeting was held on Saturday last, when there was a good attendance of members. The minutes of the previous meeting were read and confirmed, and correspondence was dealt with. It was resolved that the matter be left in the hands of the committee to deal with as they think fit. A vote of thanks to the chairman closed the proceedings. [835,46,954,120]
ad-body: The meeting was held on Saturday last, when there was a good attendance of members. The minutes of the previous meeting were read and confirmed, and correspondence was dealt with. It was resolved that the matter be left in the hands of the committee to deal with as they think fit. A vote of thanks to the chairman closed the proceedings. [210,542,358,600]
ad-heading: HALF-PRICE SALE [541,74,652,112]
second-edition [520,1111,673,1580]
article-body: The meeting was held on Saturday last, when there was a good attendance of members. The minutes of the previous meeting were read and confirmed, and correspondence was dealt with. It was resolved that the matter be left in the hands of the committee to deal with as they think fit. A vote of thanks to the chairman closed the proceedings. [963,697,1107,756]
ad-line: WILLIAMS MAORI DICTIONARY [368,433,513,444]
ad-line: WILL COMMENCE A [563,63,630,72]
section-title: SOCIAL GATHERING AT RIDEFORD. [984,230,1086,251]
ad-line: RIDICULOUS PRICE RIDICULOUS PRICE [375,225,506,234]
ad-body: The meeting was held on Saturday last, when there was a good attendance of members. The minutes of the previous meeting were read and confirmed, and correspondence was dealt with. It was resolved that the matter be left in the hands of the committee to deal with as they think fit. A vote of thanks to the chairman closed the proceedings. [109,490,197,598]
